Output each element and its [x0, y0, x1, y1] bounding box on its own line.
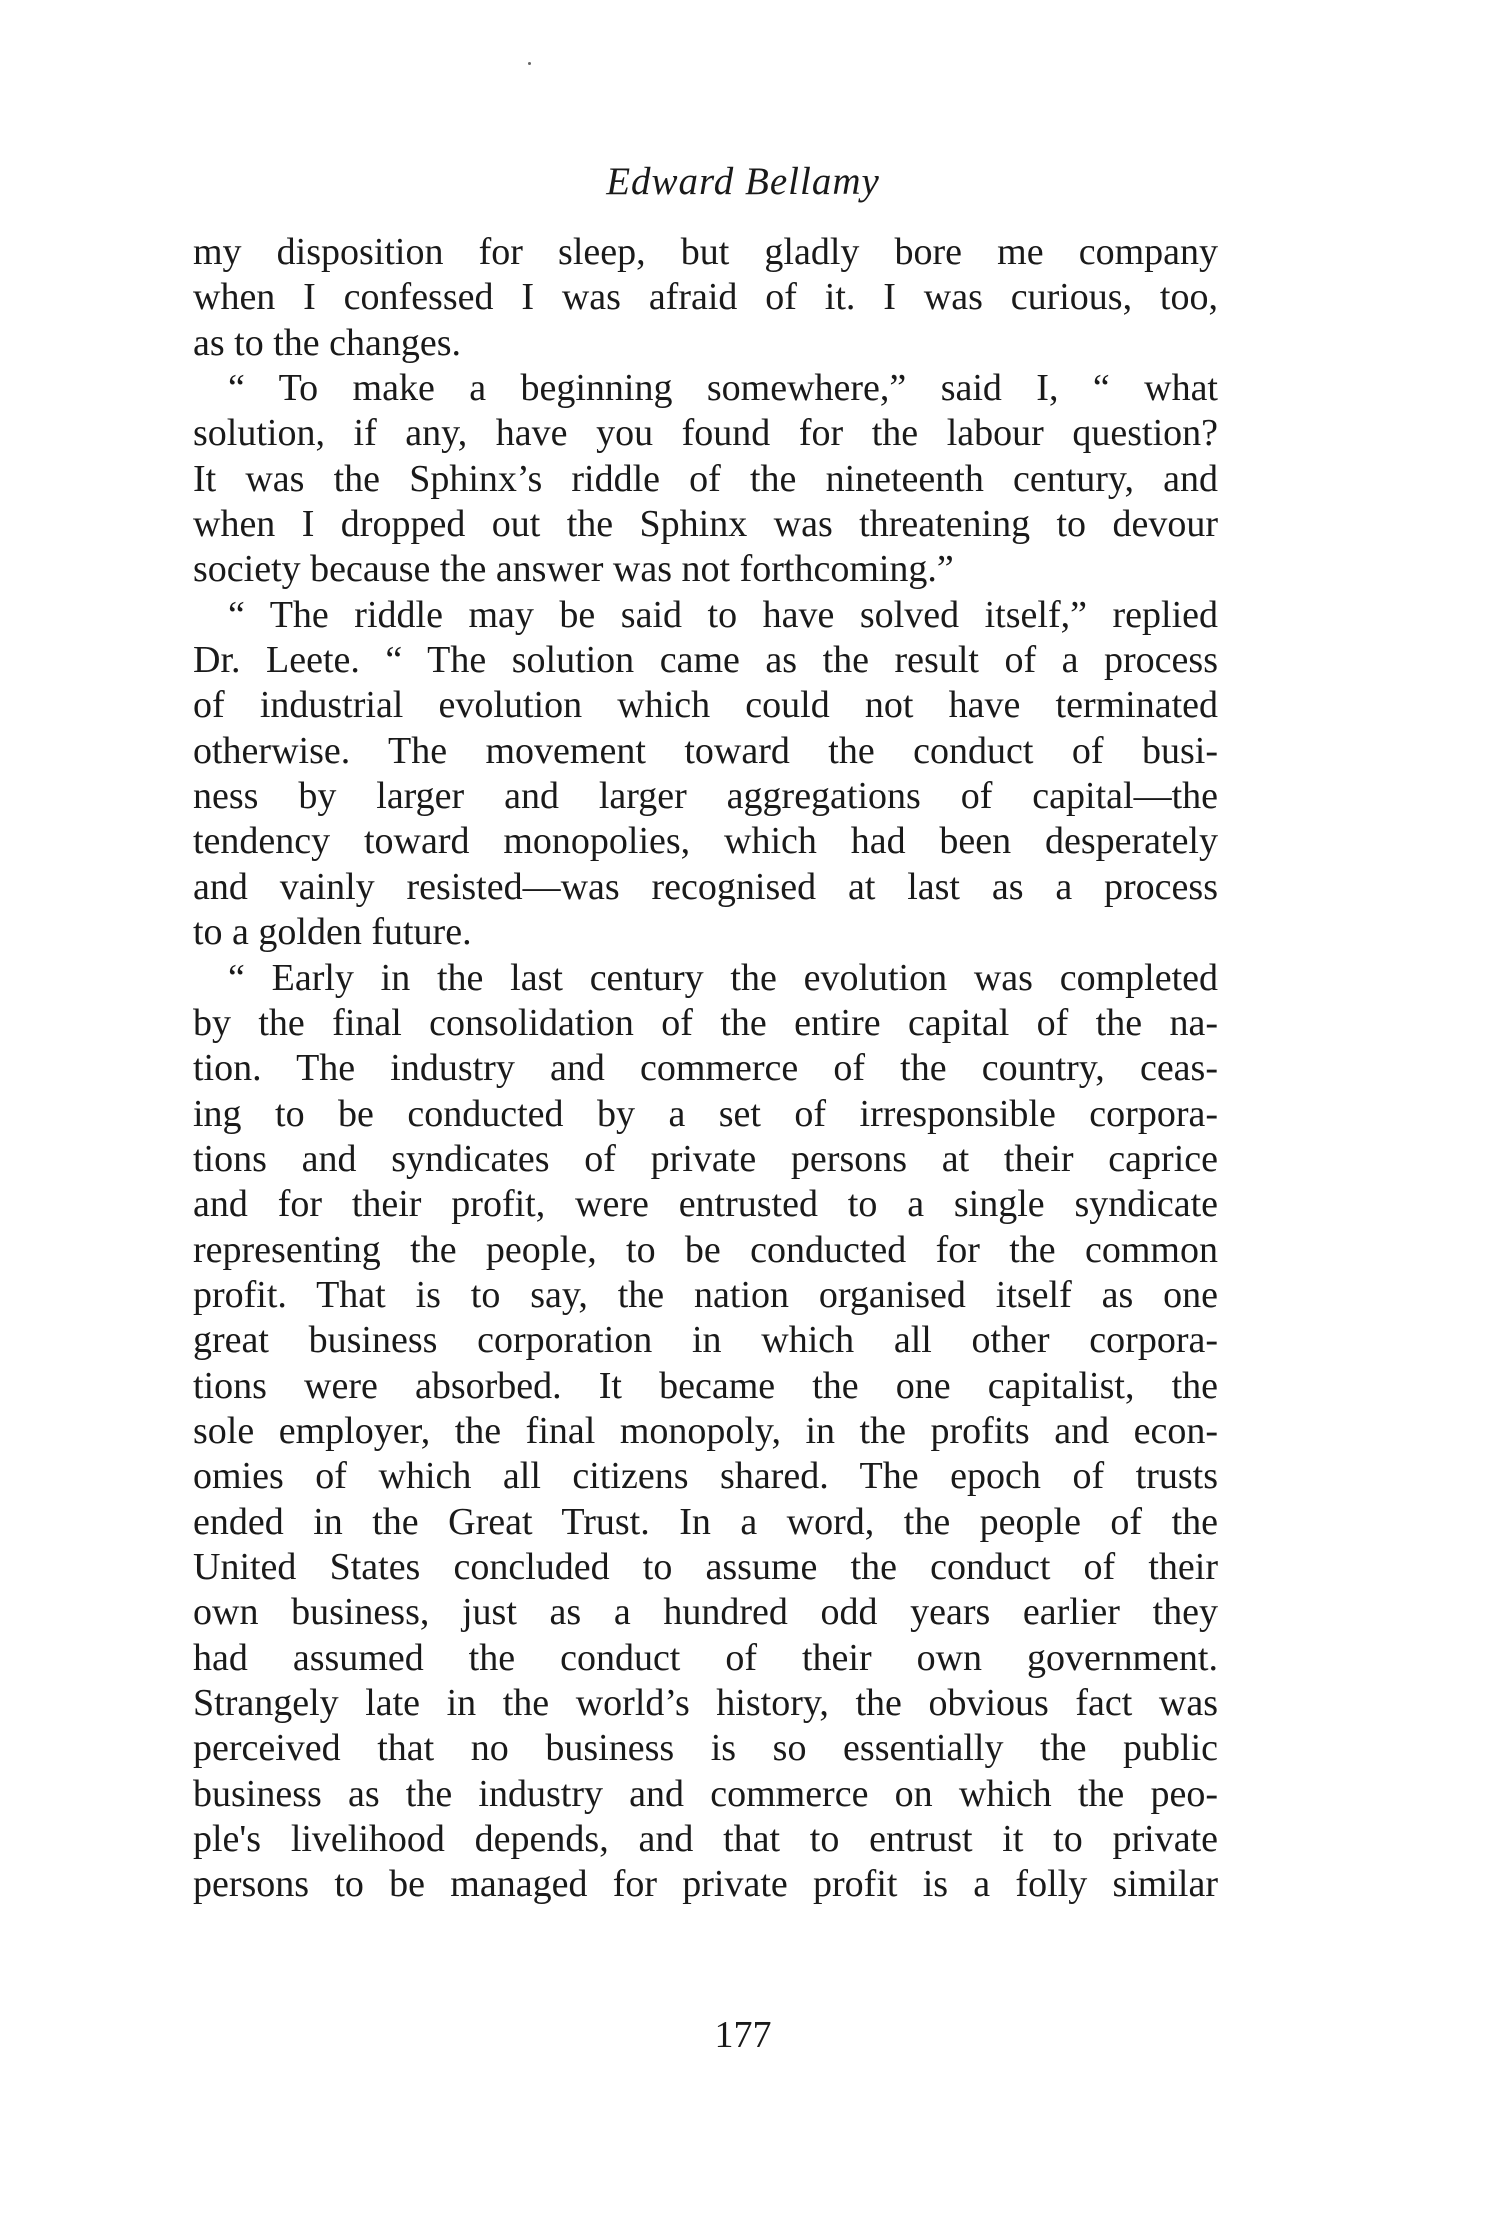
text-line: as to the changes. — [193, 321, 462, 364]
text-line: It was the Sphinx’s riddle of the nineteenth century, and — [193, 457, 1218, 500]
text-line: otherwise. The movement toward the conduct of busi- — [193, 729, 1218, 772]
text-line: persons to be managed for private profit is a folly similar — [193, 1863, 1218, 1906]
text-line: by the final consolidation of the entire capital of the na- — [193, 1001, 1218, 1044]
text-line: ended in the Great Trust. In a word, the people of the — [193, 1500, 1218, 1543]
text-line: ing to be conducted by a set of irresponsible corpora- — [193, 1092, 1218, 1135]
text-line: and for their profit, were entrusted to a single syndicate — [193, 1183, 1218, 1226]
text-line: Strangely late in the world’s history, the obvious fact was — [193, 1682, 1218, 1724]
text-line: tions and syndicates of private persons at their caprice — [193, 1137, 1218, 1180]
text-line: Dr. Leete. “ The solution came as the result of a process — [193, 639, 1218, 682]
text-line: “ Early in the last century the evolution was completed — [228, 956, 1218, 999]
text-line: ness by larger and larger aggregations of capital—the — [193, 775, 1218, 818]
text-line: and vainly resisted—was recognised at last as a process — [193, 865, 1218, 908]
text-line: United States concluded to assume the conduct of their — [193, 1545, 1218, 1588]
body-text — [193, 230, 1218, 1908]
text-line: my disposition for sleep, but gladly bore me company — [193, 231, 1218, 273]
page-number: 177 — [714, 2014, 772, 2056]
text-line: representing the people, to be conducted for the common — [193, 1228, 1218, 1271]
text-line: tendency toward monopolies, which had been desperately — [193, 820, 1218, 863]
text-line: society because the answer was not forthcoming.” — [193, 548, 954, 591]
text-line: tion. The industry and commerce of the country, ceas- — [193, 1047, 1218, 1090]
text-line: profit. That is to say, the nation organised itself as one — [193, 1273, 1218, 1316]
text-line: tions were absorbed. It became the one capitalist, the — [193, 1364, 1218, 1407]
text-line: ple's livelihood depends, and that to entrust it to private — [193, 1818, 1218, 1861]
text-line: business as the industry and commerce on which the peo- — [193, 1772, 1218, 1815]
text-line: “ To make a beginning somewhere,” said I, “ what — [228, 367, 1218, 410]
running-head: Edward Bellamy — [606, 160, 880, 203]
text-line: had assumed the conduct of their own government. — [193, 1636, 1218, 1679]
text-line: to a golden future. — [193, 911, 472, 954]
text-line: own business, just as a hundred odd years earlier they — [193, 1591, 1218, 1634]
text-line: when I confessed I was afraid of it. I was curious, too, — [193, 276, 1218, 319]
text-line: solution, if any, have you found for the labour question? — [193, 412, 1218, 455]
print-speck — [528, 62, 531, 65]
text-line: of industrial evolution which could not have terminated — [193, 684, 1218, 727]
text-line: “ The riddle may be said to have solved itself,” replied — [228, 593, 1218, 636]
text-line: great business corporation in which all other corpora- — [193, 1319, 1218, 1362]
text-line: sole employer, the final monopoly, in the profits and econ- — [193, 1409, 1218, 1452]
text-line: omies of which all citizens shared. The epoch of trusts — [193, 1455, 1218, 1498]
text-line: perceived that no business is so essentially the public — [193, 1727, 1218, 1770]
text-line: when I dropped out the Sphinx was threatening to devour — [193, 503, 1218, 546]
